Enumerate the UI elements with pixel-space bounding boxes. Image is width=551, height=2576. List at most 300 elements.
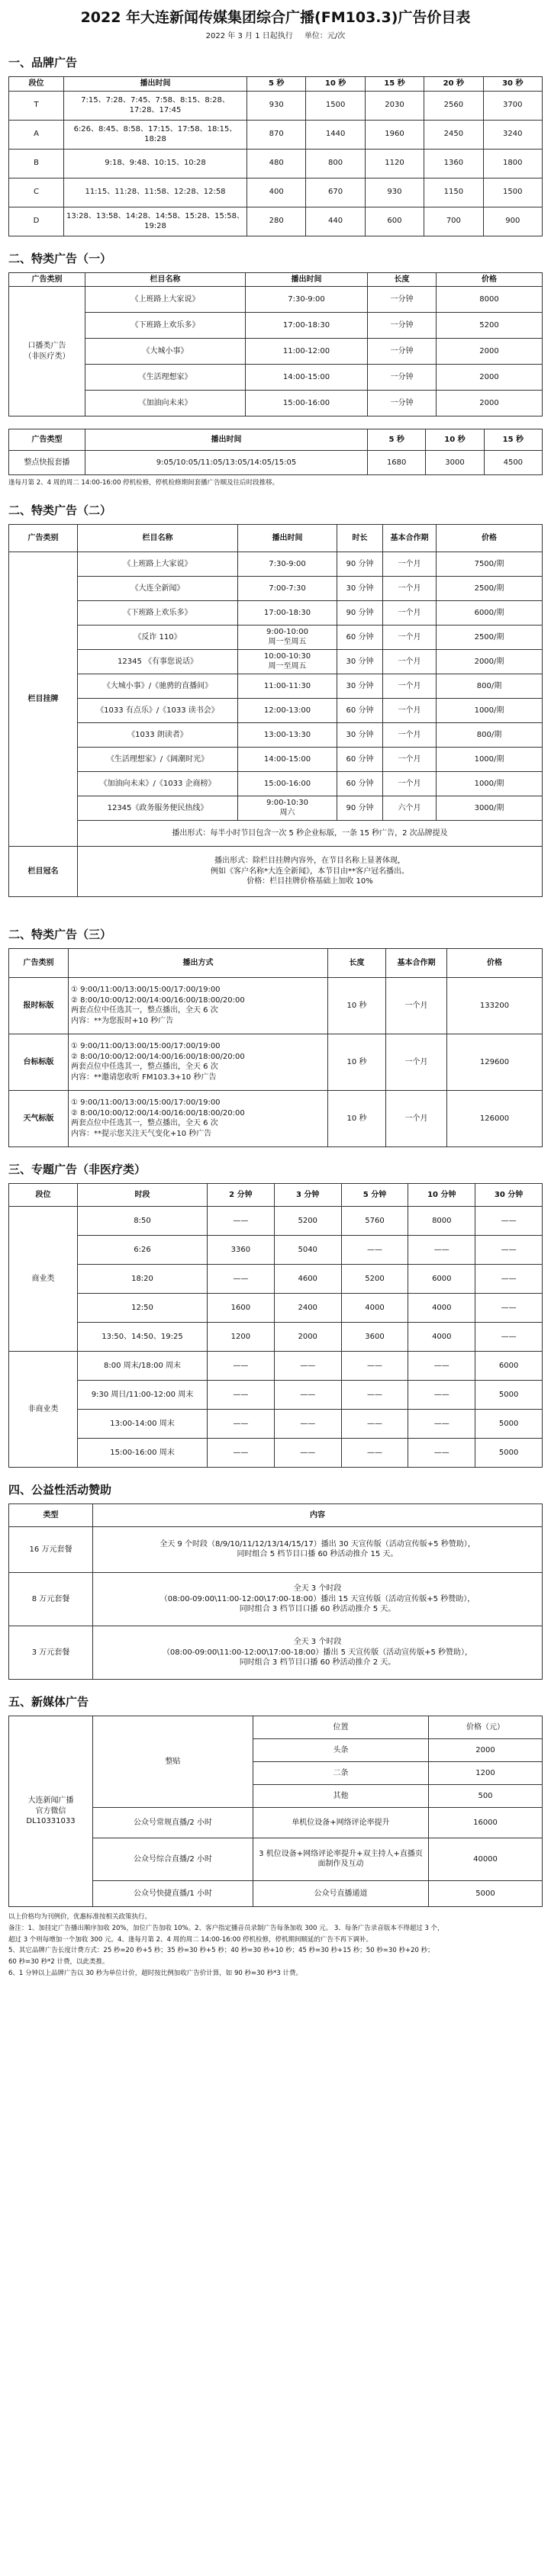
subtitle [8,29,543,40]
price-cell: 133200 [447,977,543,1034]
time-cell: 13:00-13:30 [238,722,337,747]
price-cell: —— [408,1351,475,1380]
brand-ads-table [8,76,543,236]
time-cell: 8:50 [78,1206,208,1235]
header-cell: 5 秒 [368,429,426,451]
page-title: 2022 年大连新闻传媒集团综合广播(FM103.3)广告价目表 [80,9,471,26]
price-cell: 1000/期 [437,698,543,722]
time-cell: 7:15、7:28、7:45、7:58、8:15、8:28、17:28、17:45 [64,91,247,120]
section-special1-heading: 二、特类广告（一） [8,251,112,265]
length-cell: 90 分钟 [337,552,383,576]
seg-cell: A [9,120,64,149]
name-cell: 《生活理想家》 [85,365,246,391]
table-row [9,846,543,896]
header-cell: 广告类别 [9,948,69,977]
price-cell: 3600 [341,1322,408,1351]
position-cell: 单机位设备+网络评论率提升 [253,1807,429,1838]
table-row [9,747,543,771]
price-cell: —— [274,1438,341,1467]
price-cell: 800 [306,149,365,178]
type-cell: 16 万元套餐 [9,1526,93,1572]
price-cell: 5200 [274,1206,341,1235]
length-cell: 一分钟 [368,313,437,339]
length-cell: 90 分钟 [337,600,383,625]
seg-cell: B [9,149,64,178]
price-cell: 500 [429,1784,543,1807]
section-new-media-heading: 五、新媒体广告 [8,1694,89,1709]
price-cell: 1500 [306,91,365,120]
header-cell: 广告类型 [9,429,85,451]
name-cell: 《上班路上大家说》 [78,552,238,576]
price-cell: 3360 [208,1235,275,1264]
length-cell: 30 分钟 [337,649,383,674]
name-cell: 《上班路上大家说》 [85,287,246,313]
price-cell: 2000 [429,1738,543,1761]
time-cell: 7:00-7:30 [238,576,337,600]
footnote-line: 60 秒=30 秒*2 计费，以此类推。 [8,1958,109,1967]
price-cell: —— [408,1438,475,1467]
header-cell: 栏目名称 [78,524,238,552]
table-row [9,1626,543,1679]
price-cell: 126000 [447,1090,543,1146]
time-cell: 9:00-10:30 周六 [238,796,337,820]
naming-rights-cell: 播出形式：除栏目挂牌内容外，在节目名称上显著体现， 例如《客户名称*大连全新闻》，本节目由**客户冠名播出。 价格：栏目挂牌价格基础上加收 10% [78,846,543,896]
header-cell: 2 分钟 [208,1183,275,1206]
section-topic-heading: 三、专题广告（非医疗类） [8,1162,147,1176]
table-row [9,722,543,747]
time-cell: 15:00-16:00 周末 [78,1438,208,1467]
price-cell: 2000 [437,339,543,365]
header-cell: 5 秒 [247,77,306,92]
length-cell: 10 秒 [328,977,386,1034]
period-cell: 一个月 [383,625,437,649]
topic-ads-table [8,1183,543,1468]
price-cell: 1360 [424,149,483,178]
price-cell: —— [274,1409,341,1438]
table-row [9,600,543,625]
post-label-cell: 整贴 [93,1716,253,1807]
header-cell: 15 秒 [365,77,424,92]
length-cell: 60 分钟 [337,625,383,649]
header-cell: 内容 [93,1503,543,1526]
price-cell: 2450 [424,120,483,149]
position-cell: 二条 [253,1761,429,1784]
name-cell: 《反诈 110》 [78,625,238,649]
price-cell: 480 [247,149,306,178]
price-cell: —— [341,1351,408,1380]
length-cell: 10 秒 [328,1034,386,1090]
category-cell: 报时标版 [9,977,69,1034]
time-cell: 15:00-16:00 [246,391,368,416]
time-cell: 14:00-15:00 [246,365,368,391]
length-cell: 60 分钟 [337,747,383,771]
period-cell: 一个月 [383,552,437,576]
position-cell: 头条 [253,1738,429,1761]
header-cell: 10 秒 [306,77,365,92]
period-cell: 一个月 [383,576,437,600]
time-cell: 11:00-12:00 [246,339,368,365]
table-row [9,207,543,236]
live-name-cell: 公众号综合直播/2 小时 [93,1838,253,1880]
seg-cell: D [9,207,64,236]
group-cell: 商业类 [9,1206,78,1351]
broadcast-format-cell: 播出形式：每半小时节目包含一次 5 秒企业标版，一条 15 秒广告，2 次品牌提及 [78,820,543,846]
table-row [9,178,543,207]
seg-cell: C [9,178,64,207]
table-row [9,451,543,475]
category-cell: 栏目挂牌 [9,552,78,846]
price-cell: 5000 [429,1880,543,1906]
footnote-line: 超过 3 个则每增加一个加收 300 元。4、逢每月第 2、4 周的周二 14:00-16:00 停机检修，停机期间顺延的广告不再下调补。 [8,1935,373,1944]
header-cell: 价格（元） [429,1716,543,1738]
price-cell: 2000 [437,365,543,391]
time-cell: 13:28、13:58、14:28、14:58、15:28、15:58、19:28 [64,207,247,236]
name-cell: 《大城小事》 [85,339,246,365]
name-cell: 《下班路上欢乐多》 [78,600,238,625]
period-cell: 一个月 [383,600,437,625]
type-cell: 3 万元套餐 [9,1626,93,1679]
footnote-line: 以上价格均为刊例价，优惠标准按相关政策执行。 [8,1912,152,1921]
table-row [9,1293,543,1322]
period-cell: 一个月 [383,747,437,771]
price-cell: 3700 [483,91,542,120]
length-cell: 30 分钟 [337,674,383,698]
price-cell: 4000 [408,1322,475,1351]
header-cell: 时长 [337,524,383,552]
period-cell: 一个月 [383,771,437,796]
way-cell: ① 9:00/11:00/13:00/15:00/17:00/19:00 ② 8:00/10:00/12:00/14:00/16:00/18:00/20:00 两套点位中任选其一，整点播出，全天 6 次 内容：**提示您关注天气变化+10 秒广告 [69,1090,328,1146]
table-row [9,1322,543,1351]
price-cell: 2500/期 [437,625,543,649]
table-row [9,698,543,722]
table-row [9,1716,543,1738]
header-cell: 3 分钟 [274,1183,341,1206]
length-cell: 60 分钟 [337,698,383,722]
price-cell: —— [408,1380,475,1409]
header-cell: 广告类别 [9,272,85,287]
price-cell: 1150 [424,178,483,207]
header-cell: 价格 [437,524,543,552]
time-cell: 15:00-16:00 [238,771,337,796]
length-cell: 30 分钟 [337,576,383,600]
time-cell: 6:26 [78,1235,208,1264]
footnote-line: 备注：1、加挂定广告播出顺序加收 20%，加位广告加收 10%。2、客户指定播音员录制广告每条加收 300 元。 3、每条广告录音版本不得超过 3 个， [8,1924,444,1932]
price-cell: 2000/期 [437,649,543,674]
category-cell: 台标标版 [9,1034,69,1090]
table-row [9,1572,543,1626]
price-cell: —— [475,1206,543,1235]
time-cell: 9:00-10:00 周一至周五 [238,625,337,649]
header-cell: 段位 [9,1183,78,1206]
name-cell: 《生活理想家》/《阔潮时光》 [78,747,238,771]
time-cell: 11:00-11:30 [238,674,337,698]
price-cell: —— [341,1409,408,1438]
way-cell: ① 9:00/11:00/13:00/15:00/17:00/19:00 ② 8:00/10:00/12:00/14:00/16:00/18:00/20:00 两套点位中任选其一，整点播出，全天 6 次 内容：**邀请您收听 FM103.3+10 秒广告 [69,1034,328,1090]
sponsorship-table [8,1503,543,1680]
header-cell: 长度 [328,948,386,977]
price-cell: 5000 [475,1438,543,1467]
price-cell: —— [475,1264,543,1293]
header-cell: 长度 [368,272,437,287]
table-row [9,1235,543,1264]
price-cell: —— [208,1409,275,1438]
table-row [9,552,543,576]
name-cell: 《1033 有点乐》/《1033 读书会》 [78,698,238,722]
price-cell: 1000/期 [437,747,543,771]
price-cell: 2030 [365,91,424,120]
header-cell: 10 秒 [426,429,484,451]
time-cell: 18:20 [78,1264,208,1293]
position-cell: 3 机位设备+网络评论率提升+双主持人+直播页面制作及互动 [253,1838,429,1880]
price-cell: 5200 [341,1264,408,1293]
table-row [9,576,543,600]
price-cell: —— [274,1351,341,1380]
hourly-news-table [8,429,543,475]
table-header-row [9,524,543,552]
time-cell: 12:00-13:00 [238,698,337,722]
table-row [9,1409,543,1438]
length-cell: 一分钟 [368,391,437,416]
name-cell: 《大城小事》/《驰骋的直播间》 [78,674,238,698]
price-cell: 1200 [429,1761,543,1784]
price-cell: 8000 [408,1206,475,1235]
price-cell: 800/期 [437,722,543,747]
price-cell: 1600 [208,1293,275,1322]
time-cell: 11:15、11:28、11:58、12:28、12:58 [64,178,247,207]
price-cell: —— [208,1438,275,1467]
table-header-row [9,429,543,451]
section-brand-heading: 一、品牌广告 [8,56,78,69]
price-cell: —— [208,1206,275,1235]
price-cell: 400 [247,178,306,207]
time-cell: 9:05/10:05/11:05/13:05/14:05/15:05 [85,451,368,475]
table-row [9,287,543,313]
header-cell: 价格 [447,948,543,977]
time-cell: 12:50 [78,1293,208,1322]
header-cell: 位置 [253,1716,429,1738]
price-cell: 1200 [208,1322,275,1351]
time-cell: 17:00-18:30 [238,600,337,625]
section-special3-heading: 二、特类广告（三） [8,927,112,941]
period-cell: 一个月 [383,674,437,698]
name-cell: 《下班路上欢乐多》 [85,313,246,339]
header-cell: 15 秒 [484,429,542,451]
length-cell: 一分钟 [368,339,437,365]
special1-table [8,272,543,417]
price-cell: 7500/期 [437,552,543,576]
price-cell: 930 [247,91,306,120]
unit-label: 单位：元/次 [304,32,346,40]
position-cell: 其他 [253,1784,429,1807]
price-cell: 440 [306,207,365,236]
length-cell: 30 分钟 [337,722,383,747]
seg-cell: T [9,91,64,120]
price-cell: 2500/期 [437,576,543,600]
price-cell: 6000 [475,1351,543,1380]
content-cell: 全天 9 个时段（8/9/10/11/12/13/14/15/17）播出 30 天宣传版（活动宣传版+5 秒赞助）， 同时组合 5 档节目口播 60 秒活动推介 15 天。 [93,1526,543,1572]
period-cell: 一个月 [383,698,437,722]
table-row [9,1206,543,1235]
price-cell: —— [475,1322,543,1351]
price-cell: 3000 [426,451,484,475]
price-cell: 4500 [484,451,542,475]
price-cell: 5000 [475,1380,543,1409]
price-cell: 600 [365,207,424,236]
table-row [9,1034,543,1090]
table-row [9,120,543,149]
price-cell: 2400 [274,1293,341,1322]
price-cell: 1960 [365,120,424,149]
section-special2-heading: 二、特类广告（二） [8,503,112,517]
length-cell: 90 分钟 [337,796,383,820]
position-cell: 公众号直播通道 [253,1880,429,1906]
time-cell: 9:30 周日/11:00-12:00 周末 [78,1380,208,1409]
table-row [9,1351,543,1380]
price-cell: 1440 [306,120,365,149]
price-cell: 870 [247,120,306,149]
price-list-page [8,0,543,1979]
footnotes [8,1912,543,1979]
table-header-row [9,1183,543,1206]
price-cell: 2000 [274,1322,341,1351]
section-sponsorship-heading: 四、公益性活动赞助 [8,1482,112,1497]
price-cell: —— [341,1380,408,1409]
price-cell: —— [341,1438,408,1467]
table-row [9,313,543,339]
content-cell: 全天 3 个时段 （08:00-09:00\11:00-12:00\17:00-18:00）播出 15 天宣传版（活动宣传版+5 秒赞助）， 同时组合 3 档节目口播 60 秒活动推介 5 天。 [93,1572,543,1626]
period-cell: 六个月 [383,796,437,820]
time-cell: 9:18、9:48、10:15、10:28 [64,149,247,178]
table-row [9,649,543,674]
price-cell: 4000 [341,1293,408,1322]
header-cell: 播出时间 [238,524,337,552]
table-row [9,1380,543,1409]
header-cell: 20 秒 [424,77,483,92]
table-header-row [9,272,543,287]
table-row [9,796,543,820]
live-name-cell: 公众号常规直播/2 小时 [93,1807,253,1838]
price-cell: —— [475,1293,543,1322]
type-cell: 整点快报套播 [9,451,85,475]
header-cell: 段位 [9,77,64,92]
header-cell: 播出方式 [69,948,328,977]
header-cell: 价格 [437,272,543,287]
period-cell: 一个月 [383,722,437,747]
period-cell: 一个月 [386,977,447,1034]
price-cell: 6000 [408,1264,475,1293]
header-cell: 30 分钟 [475,1183,543,1206]
time-cell: 10:00-10:30 周一至周五 [238,649,337,674]
length-cell: 一分钟 [368,287,437,313]
special3-table [8,948,543,1147]
name-cell: 12345《政务服务便民热线》 [78,796,238,820]
length-cell: 10 秒 [328,1090,386,1146]
price-cell: —— [274,1380,341,1409]
table-row [9,1090,543,1146]
header-cell: 播出时间 [85,429,368,451]
price-cell: 5200 [437,313,543,339]
table-header-row [9,77,543,92]
length-cell: 一分钟 [368,365,437,391]
price-cell: 670 [306,178,365,207]
time-cell: 7:30-9:00 [238,552,337,576]
name-cell: 《1033 朗读者》 [78,722,238,747]
price-cell: 4600 [274,1264,341,1293]
length-cell: 60 分钟 [337,771,383,796]
price-cell: 1500 [483,178,542,207]
price-cell: 3000/期 [437,796,543,820]
name-cell: 《加油向未来》/《1033 企商榜》 [78,771,238,796]
name-cell: 12345 《有事您说话》 [78,649,238,674]
table-header-row [9,1503,543,1526]
time-cell: 7:30-9:00 [246,287,368,313]
new-media-table [8,1716,543,1907]
period-cell: 一个月 [386,1034,447,1090]
time-cell: 13:50、14:50、19:25 [78,1322,208,1351]
price-cell: 16000 [429,1807,543,1838]
way-cell: ① 9:00/11:00/13:00/15:00/17:00/19:00 ② 8:00/10:00/12:00/14:00/16:00/18:00/20:00 两套点位中任选其一，整点播出，全天 6 次 内容：**为您报时+10 秒广告 [69,977,328,1034]
time-cell: 13:00-14:00 周末 [78,1409,208,1438]
price-cell: 700 [424,207,483,236]
table-header-row [9,948,543,977]
time-cell: 8:00 周末/18:00 周末 [78,1351,208,1380]
table-row [9,365,543,391]
price-cell: 8000 [437,287,543,313]
price-cell: 5760 [341,1206,408,1235]
period-cell: 一个月 [383,649,437,674]
table-row [9,91,543,120]
group-cell: 非商业类 [9,1351,78,1467]
header-cell: 5 分钟 [341,1183,408,1206]
price-cell: 5000 [475,1409,543,1438]
price-cell: 2000 [437,391,543,416]
price-cell: 1120 [365,149,424,178]
category-cell: 口播类广告 （非医疗类） [9,287,85,416]
price-cell: 900 [483,207,542,236]
footnote-line: 6、1 分钟以上品牌广告以 30 秒为单位计价，超时按比例加收广告价计算，如 90 秒=30 秒*3 计费。 [8,1970,302,1978]
price-cell: 4000 [408,1293,475,1322]
price-cell: 1800 [483,149,542,178]
price-cell: —— [408,1409,475,1438]
table-row [9,674,543,698]
table-row [9,771,543,796]
header-cell: 类型 [9,1503,93,1526]
effective-date: 2022 年 3 月 1 日起执行 [205,32,293,40]
price-cell: 3240 [483,120,542,149]
category-cell: 天气标版 [9,1090,69,1146]
time-cell: 6:26、8:45、8:58、17:15、17:58、18:15、18:28 [64,120,247,149]
type-cell: 8 万元套餐 [9,1572,93,1626]
time-cell: 14:00-15:00 [238,747,337,771]
header-cell: 基本合作期 [383,524,437,552]
price-cell: —— [475,1235,543,1264]
table-row [9,1526,543,1572]
table-row [9,391,543,416]
header-cell: 栏目名称 [85,272,246,287]
period-cell: 一个月 [386,1090,447,1146]
name-cell: 《加油向未来》 [85,391,246,416]
price-cell: —— [408,1235,475,1264]
header-cell: 播出时间 [64,77,247,92]
maintenance-note: 逢每月第 2、4 周的周二 14:00-16:00 停机检修，停机检修期间套播广告顺及往后时段推移。 [8,479,279,487]
price-cell: 5040 [274,1235,341,1264]
table-row [9,977,543,1034]
price-cell: 800/期 [437,674,543,698]
category-cell: 栏目冠名 [9,846,78,896]
live-name-cell: 公众号快捷直播/1 小时 [93,1880,253,1906]
price-cell: 930 [365,178,424,207]
table-row [9,820,543,846]
